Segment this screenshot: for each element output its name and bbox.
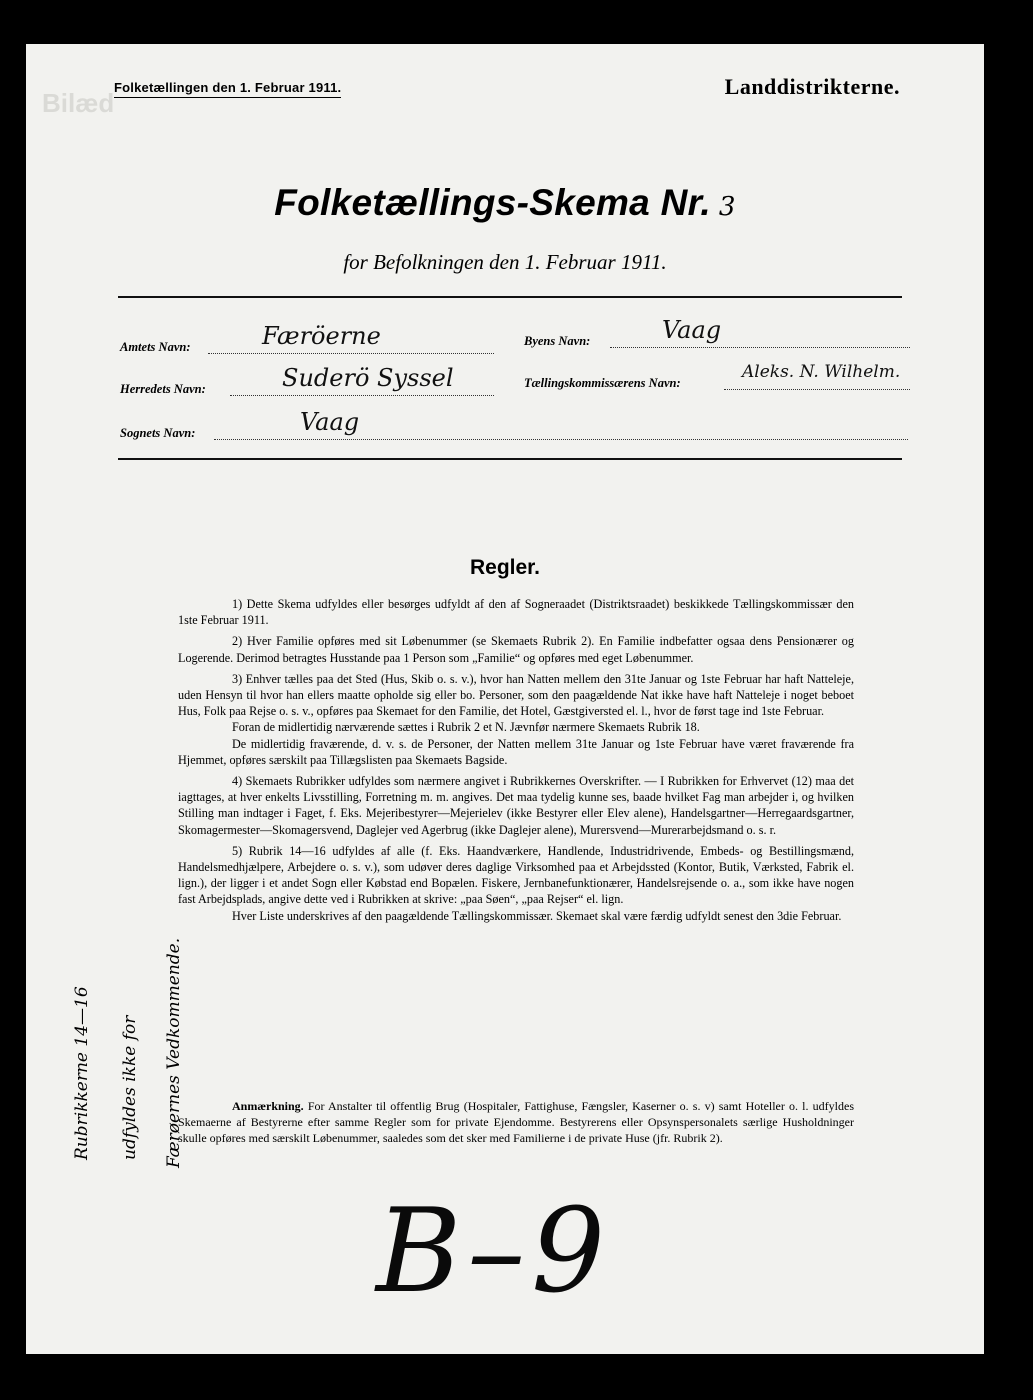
bleed-through-text: Bilæd — [42, 88, 115, 118]
census-form-sheet — [26, 44, 984, 1354]
rule-5-signature: Hver Liste underskrives af den paagældende Tællingskommissær. Skemaet skal være færdig udfyldt senest den 3die Februar. — [232, 908, 842, 923]
rule-5: 5) Rubrik 14—16 udfyldes af alle (f. Eks. Haandværkere, Handlende, Industridrivende, Embeds- og Bestillingsmænd, Handelsmedhjælpere, Arbejdere o. s. v.), som udøver deres daglige Virksomhed paa et Arbejdssted (Kontor, Butik, Værksted, Fabrik el. lign.), der ligger i et andet Sogn eller Købstad end Bopælen. Fiskere, Jernbanefunktionærer, Handelsrejsende o. a., som ikke have nogen fast Arbejdsplads, angive dette ved i Rubrikken at skrive: „paa Søen“, „paa Rejser“ el. lign. — [178, 843, 854, 907]
rule-2: 2) Hver Familie opføres med sit Løbenummer (se Skemaets Rubrik 2). En Familie indbefatter ogsaa dens Pensionærer og Logerende. Derimod betragtes Husstande paa 1 Person som „Familie“ og opføres med eget Løbenummer. — [178, 634, 854, 665]
annotation-label: Anmærkning. — [232, 1099, 304, 1113]
handwritten-archive-mark: B–9 — [376, 1184, 612, 1319]
margin-note-line-2: udfyldes ikke for — [120, 1015, 140, 1160]
header-census-date: Folketællingen den 1. Februar 1911. — [114, 80, 341, 98]
margin-note-line-1: Rubrikkerne 14—16 — [72, 986, 92, 1160]
fields-divider — [118, 458, 902, 460]
kommissaer-value: Aleks. N. Wilhelm. — [742, 362, 901, 382]
byens-line — [610, 333, 910, 348]
rules-body — [178, 596, 854, 929]
form-subtitle: for Befolkningen den 1. Februar 1911. — [343, 250, 667, 274]
herred-value: Suderö Syssel — [282, 364, 454, 392]
rule-3-temporary-absent: De midlertidig fraværende, d. v. s. de Personer, der Natten mellem 31te Januar og 1ste Februar have været fraværende fra Hjemmet, opføres særskilt paa Tillægslisten paa Skemaets Bagside. — [178, 736, 854, 767]
margin-note — [56, 938, 206, 1168]
form-number: 3 — [718, 192, 736, 222]
annotation-block — [178, 1098, 854, 1146]
form-title-text: Folketællings-Skema Nr. — [274, 182, 711, 223]
rule-3-temporary-present: Foran de midlertidig nærværende sættes i Rubrik 2 et N. Jævnfør nærmere Skemaets Rubrik 18. — [232, 720, 700, 735]
top-divider — [118, 296, 902, 298]
byens-label: Byens Navn: — [524, 334, 591, 348]
rule-3: 3) Enhver tælles paa det Sted (Hus, Skib o. s. v.), hvor han Natten mellem den 31te Januar og 1ste Februar har haft Natteleje, uden Hensyn til hvor han ellers maatte opholde sig eller bo. Personer, som den paagældende Nat ikke have haft Natteleje i noget beboet Hus, Folk paa Rejse o. s. v., opføres paa Skemaet for den Familie, det Hotel, Gæstgiversted el. l., hvor de først tage ind 1ste Februar. — [178, 671, 854, 719]
amt-label: Amtets Navn: — [120, 340, 191, 354]
amt-value: Færöerne — [262, 322, 381, 350]
sogn-label: Sognets Navn: — [120, 426, 196, 440]
annotation-paragraph — [178, 1098, 854, 1146]
rules-heading: Regler. — [469, 556, 541, 579]
byens-value: Vaag — [662, 316, 722, 344]
kommissaer-label: Tællingskommissærens Navn: — [524, 376, 681, 390]
margin-note-line-3: Færøernes Vedkommende. — [164, 937, 184, 1168]
rule-4: 4) Skemaets Rubrikker udfyldes som nærmere angivet i Rubrikkernes Overskrifter. — I Rubrikken for Erhvervet (12) maa det iagttages, at hver enkelts Livsstilling, Forretning m. m. angives. Det maa tydelig kunne ses, baade hvilket Fag man arbejder i, og hvilken Stilling man indtager i Faget, f. Eks. Mejeribestyrer—Mejerielev (ikke Bestyrer eller Elev alene), Handelsgartner—Herregaardsgartner, Skomagermester—Skomagersvend, Daglejer ved Agerbrug (ikke Daglejer alene), Murersvend—Murerarbejdsmand o. s. r. — [178, 774, 854, 837]
header-district-type: Landdistrikterne. — [724, 74, 900, 99]
rule-1: 1) Dette Skema udfyldes eller besørges udfyldt af den af Sogneraadet (Distriktsraadet) beskikkede Tællingskommissær den 1ste Februar 1911. — [178, 597, 854, 628]
sogn-value: Vaag — [300, 408, 360, 436]
annotation-text: For Anstalter til offentlig Brug (Hospitaler, Fattighuse, Fængsler, Kaserner o. s. v) samt Hoteller o. l. udfyldes Skemaerne af Bestyrerne efter samme Regler som for private Ejendomme. Bestyrerens eller Opsynspersonalets særlige Husholdninger skulle opføres med særskilt Løbenummer, saaledes som det sker med Familierne i de private Huse (jfr. Rubrik 2). — [178, 1099, 854, 1145]
herred-label: Herredets Navn: — [120, 382, 206, 396]
form-title — [26, 182, 984, 224]
